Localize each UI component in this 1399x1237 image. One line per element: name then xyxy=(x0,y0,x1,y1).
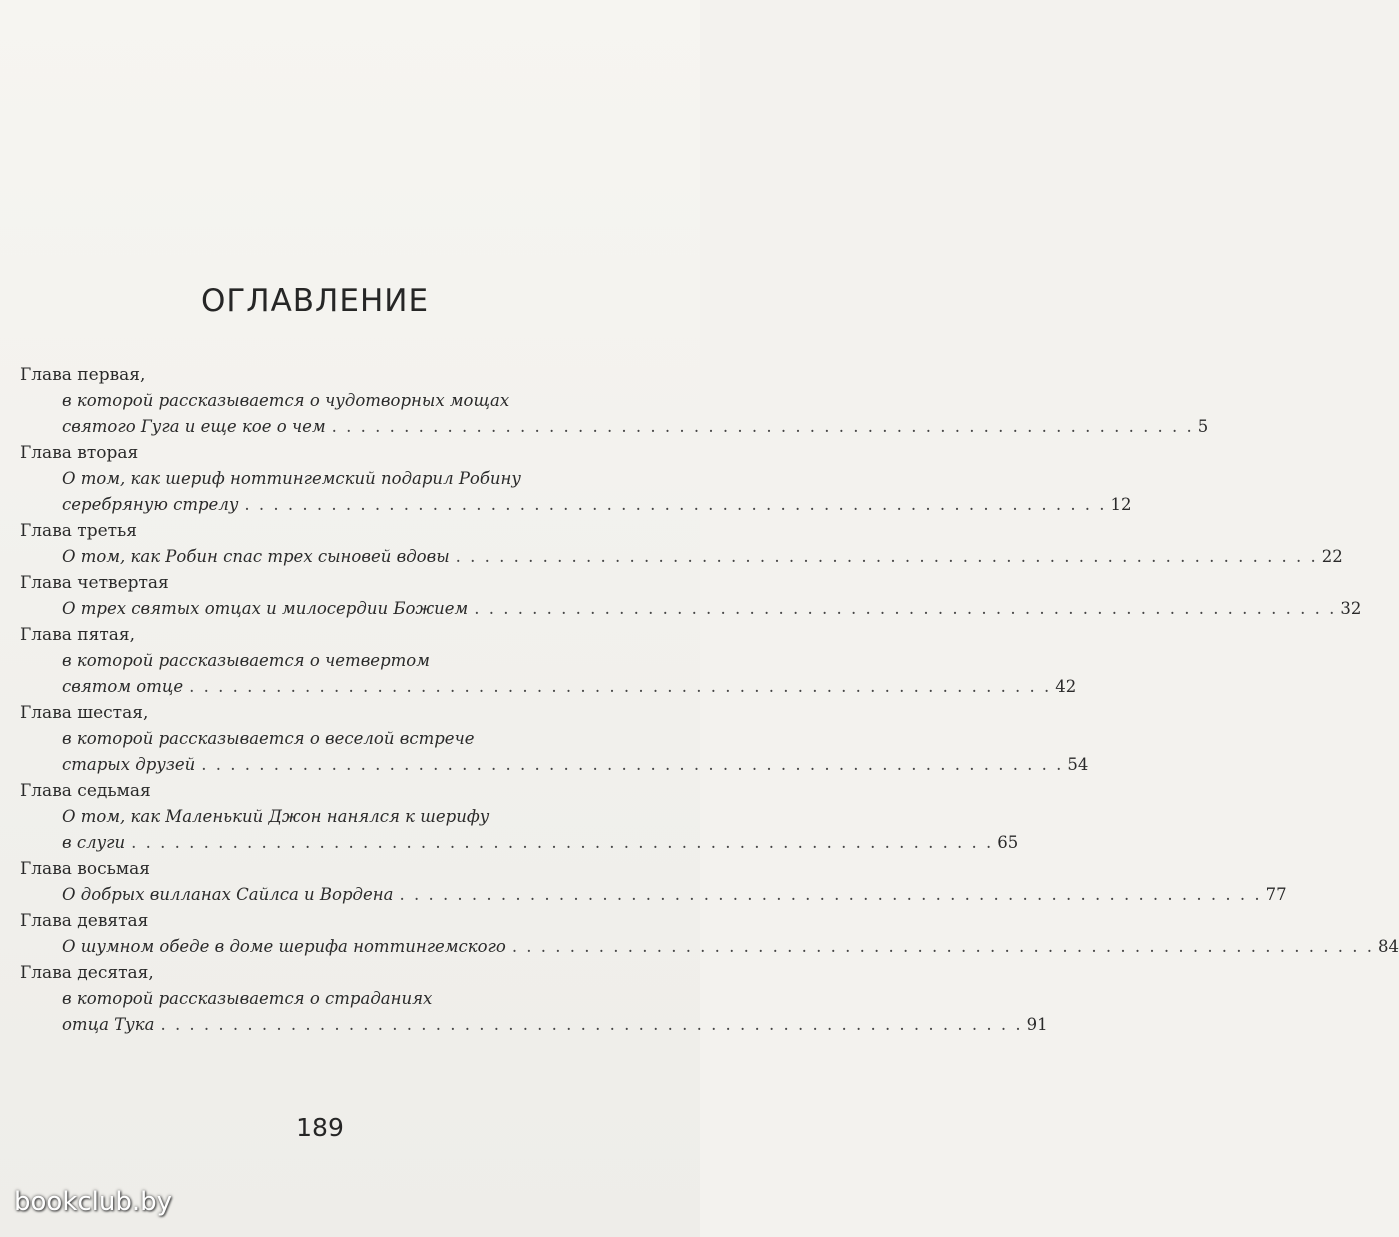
toc-entry xyxy=(20,700,1089,778)
toc-entry xyxy=(20,908,1399,960)
chapter-heading: Глава восьмая xyxy=(20,859,150,879)
chapter-title-text: О шумном обеде в доме шерифа ноттингемского xyxy=(62,937,506,956)
chapter-title-text: отца Тука xyxy=(62,1015,155,1034)
chapter-title-text: в которой рассказывается о четвертом xyxy=(62,651,430,670)
dot-leader: . . . . . . . . . . . . . . . . . . . . . . . . . . . . . . . . . . . . . . . . . . . . . . . . . . . . . . . . . . . . xyxy=(244,495,1107,514)
chapter-title-line xyxy=(20,882,1287,908)
dot-leader: . . . . . . . . . . . . . . . . . . . . . . . . . . . . . . . . . . . . . . . . . . . . . . . . . . . . . . . . . . . . xyxy=(511,937,1374,956)
chapter-title-line xyxy=(20,674,1077,700)
chapter-page-number: 22 xyxy=(1321,547,1343,566)
chapter-heading: Глава девятая xyxy=(20,911,149,931)
chapter-title-text: О том, как Маленький Джон нанялся к шерифу xyxy=(62,807,490,826)
chapter-heading: Глава первая, xyxy=(20,365,146,385)
chapter-title-text: старых друзей xyxy=(62,755,196,774)
page-title: ОГЛАВЛЕНИЕ xyxy=(200,283,430,319)
chapter-heading: Глава пятая, xyxy=(20,625,136,645)
page-number: 189 xyxy=(296,1113,344,1142)
chapter-title-text: в слуги xyxy=(62,833,126,852)
chapter-heading: Глава третья xyxy=(20,521,138,541)
chapter-title-line xyxy=(20,492,1132,518)
chapter-page-number: 65 xyxy=(997,833,1019,852)
chapter-page-number: 84 xyxy=(1377,937,1399,956)
dot-leader: . . . . . . . . . . . . . . . . . . . . . . . . . . . . . . . . . . . . . . . . . . . . . . . . . . . . . . . . . . . . xyxy=(201,755,1064,774)
toc-entry xyxy=(20,960,1048,1038)
chapter-title-text: святом отце xyxy=(62,677,184,696)
chapter-heading: Глава вторая xyxy=(20,443,139,463)
chapter-title-text: в которой рассказывается о чудотворных мощах xyxy=(62,391,510,410)
dot-leader: . . . . . . . . . . . . . . . . . . . . . . . . . . . . . . . . . . . . . . . . . . . . . . . . . . . . . . . . . . . . xyxy=(399,885,1262,904)
dot-leader: . . . . . . . . . . . . . . . . . . . . . . . . . . . . . . . . . . . . . . . . . . . . . . . . . . . . . . . . . . . . xyxy=(474,599,1337,618)
chapter-title-line xyxy=(20,544,1343,570)
chapter-page-number: 32 xyxy=(1340,599,1362,618)
chapter-title-text: святого Гуга и еще кое о чем xyxy=(62,417,326,436)
chapter-title-line xyxy=(20,1012,1048,1038)
chapter-title-text: О добрых вилланах Сайлса и Вордена xyxy=(62,885,394,904)
dot-leader: . . . . . . . . . . . . . . . . . . . . . . . . . . . . . . . . . . . . . . . . . . . . . . . . . . . . . . . . . . . . xyxy=(160,1015,1023,1034)
chapter-page-number: 5 xyxy=(1197,417,1209,436)
chapter-heading: Глава седьмая xyxy=(20,781,151,801)
chapter-title-line xyxy=(20,596,1362,622)
watermark: bookclub.by xyxy=(14,1187,173,1217)
chapter-title-text: в которой рассказывается о страданиях xyxy=(62,989,433,1008)
chapter-page-number: 77 xyxy=(1265,885,1287,904)
dot-leader: . . . . . . . . . . . . . . . . . . . . . . . . . . . . . . . . . . . . . . . . . . . . . . . . . . . . . . . . . . . . xyxy=(131,833,994,852)
chapter-title-text: в которой рассказывается о веселой встрече xyxy=(62,729,475,748)
toc-entry xyxy=(20,440,1132,518)
chapter-title-line xyxy=(20,830,1019,856)
toc-entry xyxy=(20,856,1287,908)
chapter-page-number: 91 xyxy=(1026,1015,1048,1034)
toc-entry xyxy=(20,778,1019,856)
chapter-title-text: О том, как шериф ноттингемский подарил Робину xyxy=(62,469,521,488)
chapter-heading: Глава четвертая xyxy=(20,573,169,593)
dot-leader: . . . . . . . . . . . . . . . . . . . . . . . . . . . . . . . . . . . . . . . . . . . . . . . . . . . . . . . . . . . . xyxy=(189,677,1052,696)
chapter-title-text: О трех святых отцах и милосердии Божием xyxy=(62,599,469,618)
chapter-page-number: 42 xyxy=(1055,677,1077,696)
chapter-heading: Глава шестая, xyxy=(20,703,149,723)
chapter-page-number: 12 xyxy=(1110,495,1132,514)
toc-entry xyxy=(20,570,1362,622)
chapter-title-text: О том, как Робин спас трех сыновей вдовы xyxy=(62,547,450,566)
chapter-title-line xyxy=(20,414,1209,440)
chapter-title-line xyxy=(20,752,1089,778)
table-of-contents xyxy=(20,362,1399,1038)
dot-leader: . . . . . . . . . . . . . . . . . . . . . . . . . . . . . . . . . . . . . . . . . . . . . . . . . . . . . . . . . . . . xyxy=(331,417,1194,436)
toc-entry xyxy=(20,518,1343,570)
toc-entry xyxy=(20,622,1077,700)
toc-entry xyxy=(20,362,1209,440)
chapter-title-line xyxy=(20,934,1399,960)
chapter-heading: Глава десятая, xyxy=(20,963,154,983)
chapter-title-text: серебряную стрелу xyxy=(62,495,239,514)
dot-leader: . . . . . . . . . . . . . . . . . . . . . . . . . . . . . . . . . . . . . . . . . . . . . . . . . . . . . . . . . . . . xyxy=(455,547,1318,566)
chapter-page-number: 54 xyxy=(1067,755,1089,774)
